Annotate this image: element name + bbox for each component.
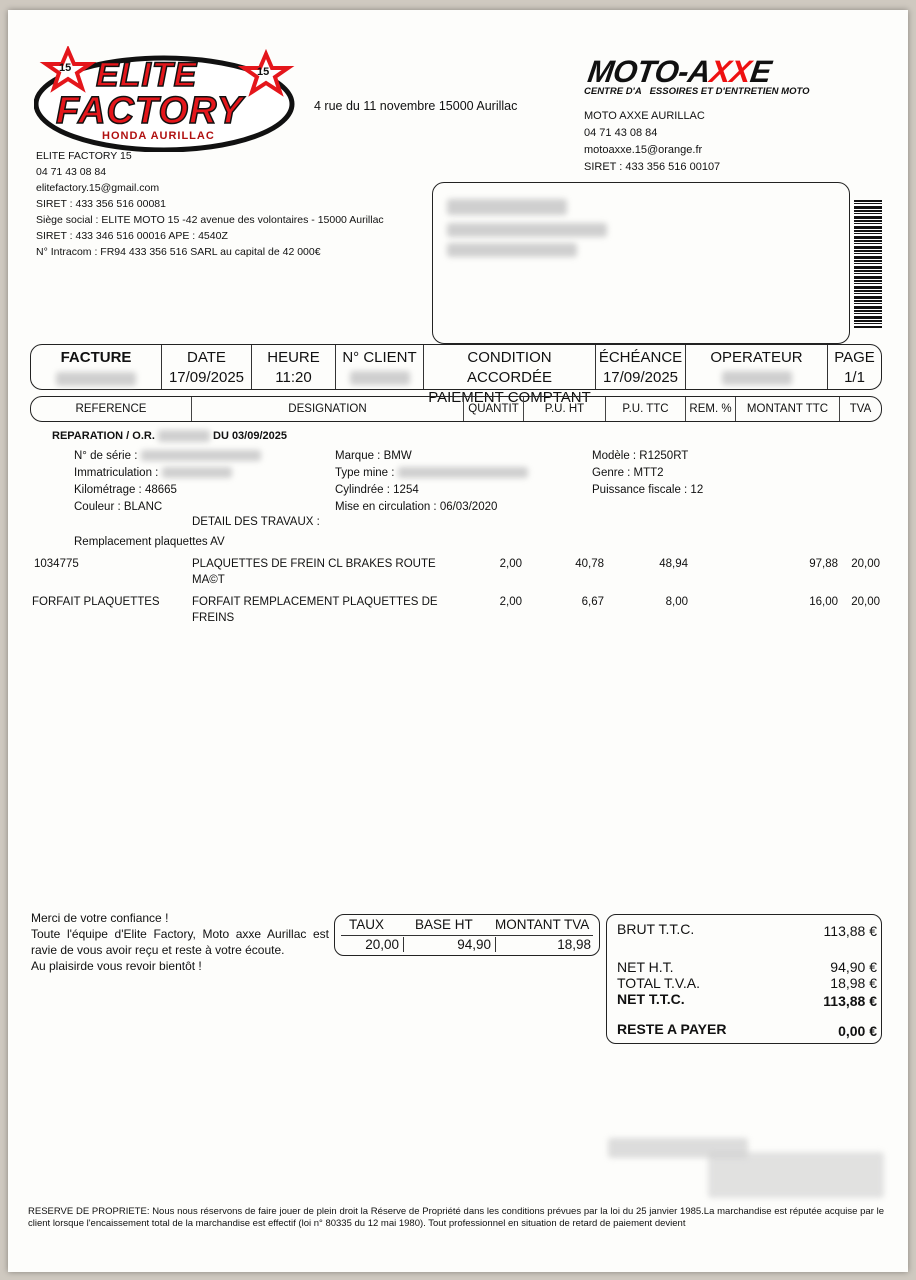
client-cell — [335, 345, 423, 389]
date-label: DATE — [187, 349, 226, 366]
line-item — [30, 556, 880, 592]
redacted-stamp — [708, 1152, 884, 1198]
right-info-line: MOTO AXXE AURILLAC — [584, 110, 705, 122]
left-info-line: elitefactory.15@gmail.com — [36, 182, 160, 194]
col-designation: DESIGNATION — [191, 397, 463, 421]
redacted-customer-address — [447, 223, 607, 237]
line-designation: PLAQUETTES DE FREIN CL BRAKES ROUTE MA©T — [192, 558, 436, 586]
detail-travaux: DETAIL DES TRAVAUX : — [192, 516, 320, 528]
repair-title: REPARATION / O.R. DU 03/09/2025 — [52, 430, 287, 442]
echeance-label: ÉCHÉANCE — [598, 349, 683, 366]
left-info-line: Siège social : ELITE MOTO 15 -42 avenue des volontaires - 15000 Aurillac — [36, 214, 384, 226]
client-label: N° CLIENT — [342, 349, 417, 366]
page-value: 1/1 — [844, 369, 865, 386]
line-qty: 2,00 — [499, 596, 522, 608]
net-ttc-value: 113,88 € — [823, 993, 877, 1009]
right-info-line: SIRET : 433 356 516 00107 — [584, 161, 721, 173]
logo-badge-left: 15 — [59, 62, 72, 74]
left-info-line: N° Intracom : FR94 433 356 516 SARL au capital de 42 000€ — [36, 246, 321, 258]
col-montant-ttc: MONTANT TTC — [735, 397, 839, 421]
col-pu-ttc: P.U. TTC — [605, 397, 685, 421]
line-montant: 97,88 — [809, 558, 838, 570]
redacted-customer-name — [447, 199, 567, 215]
left-info-line: 04 71 43 08 84 — [36, 166, 107, 178]
line-ref: 1034775 — [34, 558, 79, 570]
line-pu-ht: 40,78 — [575, 558, 604, 570]
tax-header-base: BASE HT — [415, 917, 473, 932]
invoice-page — [8, 10, 908, 1272]
left-company-info — [36, 148, 456, 260]
marque-field: Marque : BMW — [335, 450, 412, 462]
couleur-field: Couleur : BLANC — [74, 501, 163, 513]
reserve-propriete-footer: RESERVE DE PROPRIETE: Nous nous réservons de faire jouer de plein droit la Réserve de Propriété dans les conditions prévues par la loi du 25 janvier 1985.La marchandise est réputée acquise par le client lorsque l'encaissement total de la marchandise est effectif (loi n° 80335 du 12 mai 1980). Tout professionnel en situation de retard de paiement devient — [28, 1206, 884, 1229]
condition-value: PAIEMENT COMPTANT — [428, 389, 591, 406]
page-label: PAGE — [834, 349, 875, 366]
condition-label: CONDITION ACCORDÉE — [466, 349, 552, 386]
facture-cell — [31, 345, 161, 389]
echeance-value: 17/09/2025 — [602, 369, 679, 386]
logo-badge-right: 15 — [257, 66, 270, 78]
heure-cell — [251, 345, 335, 389]
barcode — [854, 200, 882, 328]
line-ref: FORFAIT PLAQUETTES — [32, 596, 160, 608]
line-pu-ttc: 48,94 — [659, 558, 688, 570]
tax-taux: 20,00 — [341, 937, 404, 952]
cylindree-field: Cylindrée : 1254 — [335, 484, 419, 496]
brut-ttc-value: 113,88 € — [823, 923, 877, 939]
line-tva: 20,00 — [851, 596, 880, 608]
tax-header-montant: MONTANT TVA — [495, 917, 590, 932]
line-qty: 2,00 — [499, 558, 522, 570]
condition-cell — [423, 345, 595, 406]
repair-col-3 — [592, 448, 703, 499]
elite-factory-logo — [34, 46, 298, 152]
page-cell — [827, 345, 881, 389]
line-item — [30, 594, 880, 630]
puissance-field: Puissance fiscale : 12 — [592, 484, 704, 496]
redacted-customer-city — [447, 243, 577, 257]
reste-label: RESTE A PAYER — [617, 1021, 727, 1037]
line-designation: FORFAIT REMPLACEMENT PLAQUETTES DE FREINS — [192, 596, 438, 624]
remplacement-line: Remplacement plaquettes AV — [74, 536, 225, 548]
line-pu-ttc: 8,00 — [665, 596, 688, 608]
repair-col-1 — [74, 448, 261, 516]
type-mine-field: Type mine : — [335, 465, 528, 482]
col-tva: TVA — [839, 397, 881, 421]
right-company-info — [584, 108, 720, 176]
net-ttc-label: NET T.T.C. — [617, 991, 685, 1007]
left-info-line: SIRET : 433 346 516 00016 APE : 4540Z — [36, 230, 228, 242]
customer-address-box — [432, 182, 850, 344]
line-pu-ht: 6,67 — [581, 596, 604, 608]
tax-montant: 18,98 — [557, 937, 591, 952]
repair-col-2 — [335, 448, 528, 516]
net-ht-label: NET H.T. — [617, 959, 674, 975]
heure-label: HEURE — [267, 349, 320, 366]
tax-table — [334, 914, 600, 956]
serie-field: N° de série : — [74, 448, 261, 465]
line-tva: 20,00 — [851, 558, 880, 570]
tax-header-taux: TAUX — [349, 917, 385, 932]
echeance-cell — [595, 345, 685, 389]
col-reference: REFERENCE — [75, 403, 147, 415]
total-tva-value: 18,98 € — [830, 975, 877, 991]
right-info-line: motoaxxe.15@orange.fr — [584, 144, 703, 156]
brut-ttc-label: BRUT T.T.C. — [617, 921, 695, 937]
col-quantite: QUANTIT — [463, 397, 523, 421]
tax-base: 94,90 — [405, 937, 496, 952]
column-header-row — [30, 396, 882, 422]
totals-box — [606, 914, 882, 1044]
logo-elite-text: ELITE — [96, 56, 198, 94]
left-info-line: SIRET : 433 356 516 00081 — [36, 198, 166, 210]
genre-field: Genre : MTT2 — [592, 467, 664, 479]
date-value: 17/09/2025 — [168, 369, 245, 386]
total-tva-label: TOTAL T.V.A. — [617, 975, 701, 991]
line-montant: 16,00 — [809, 596, 838, 608]
modele-field: Modèle : R1250RT — [592, 450, 689, 462]
right-info-line: 04 71 43 08 84 — [584, 127, 658, 139]
mise-circulation-field: Mise en circulation : 06/03/2020 — [335, 501, 498, 513]
operateur-label: OPERATEUR — [710, 349, 803, 366]
operateur-cell — [685, 345, 827, 389]
left-address: 4 rue du 11 novembre 15000 Aurillac — [314, 99, 518, 113]
moto-axxe-logo: MOTO-AXXE — [585, 54, 774, 89]
left-info-line: ELITE FACTORY 15 — [36, 150, 132, 162]
redacted-invoice-number — [56, 372, 136, 386]
logo-factory-text: FACTORY — [56, 90, 244, 132]
moto-axxe-tagline: CENTRE D'A ESSOIRES ET D'ENTRETIEN MOTO — [584, 86, 810, 97]
km-field: Kilométrage : 48665 — [74, 484, 177, 496]
col-remise: REM. % — [685, 397, 735, 421]
redacted-client-number — [350, 371, 410, 385]
invoice-header-box — [30, 344, 882, 406]
heure-value: 11:20 — [275, 369, 312, 386]
immat-field: Immatriculation : — [74, 465, 261, 482]
date-cell — [161, 345, 251, 389]
facture-label: FACTURE — [60, 349, 132, 366]
redacted-operator — [722, 371, 792, 385]
net-ht-value: 94,90 € — [830, 959, 877, 975]
reste-value: 0,00 € — [838, 1023, 877, 1039]
logo-honda-text: HONDA AURILLAC — [102, 130, 215, 142]
tax-divider — [341, 935, 593, 936]
thanks-message: Merci de votre confiance ! Toute l'équipe d'Elite Factory, Moto axxe Aurillac est ravie de vous avoir reçu et reste à votre écoute. Au plaisirde vous revoir bientôt ! — [31, 911, 329, 973]
col-pu-ht: P.U. HT — [523, 397, 605, 421]
redacted-or-number — [158, 430, 210, 442]
